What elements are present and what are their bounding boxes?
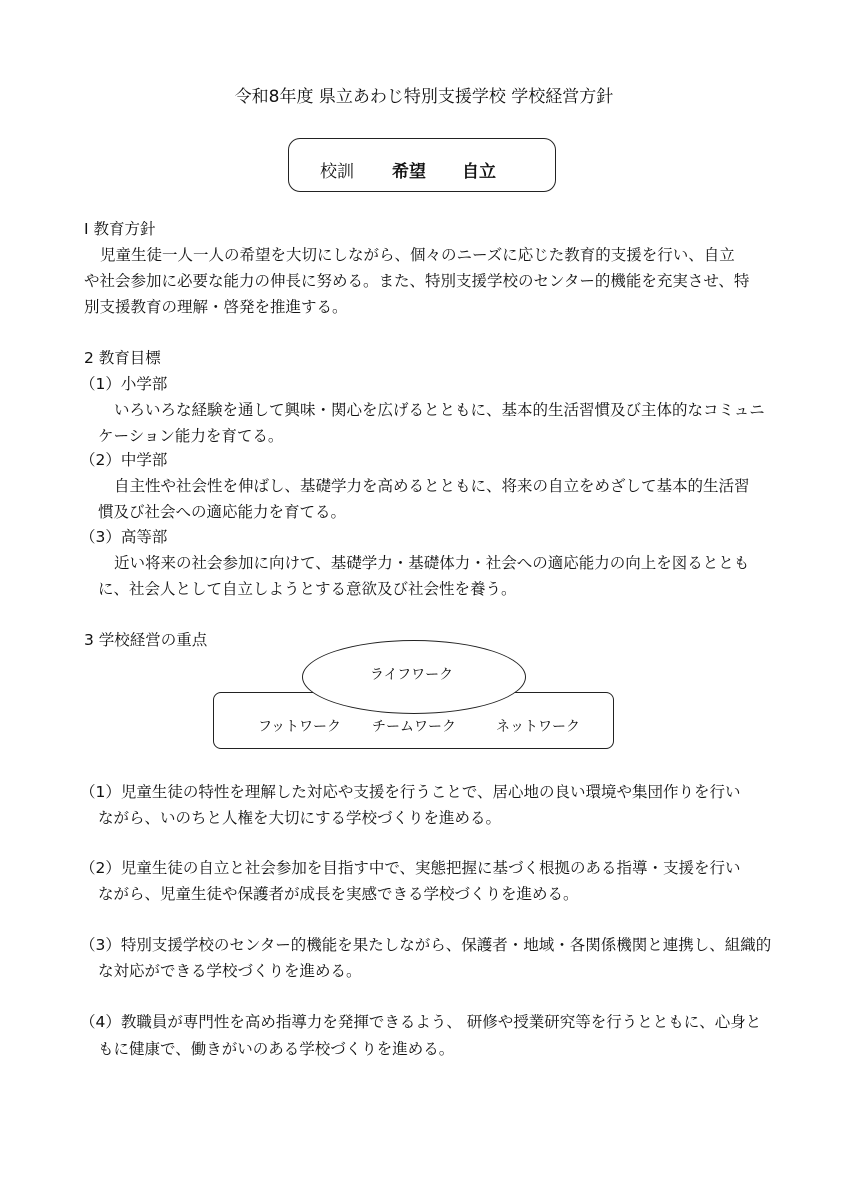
section1-line: や社会参加に必要な能力の伸長に努める。また、特別支援学校のセンター的機能を充実させ、特 [84,272,750,290]
section1-line: 児童生徒一人一人の希望を大切にしながら、個々のニーズに応じた教育的支援を行い、自立 [100,246,735,264]
focus-point-line: ながら、児童生徒や保護者が成長を実感できる学校づくりを進める。 [98,885,579,903]
goal-line: 自主性や社会性を伸ばし、基礎学力を高めるとともに、将来の自立をめざして基本的生活習 [114,477,750,495]
goal-label-elementary: （1）小学部 [80,375,168,393]
focus-point-line: （1）児童生徒の特性を理解した対応や支援を行うことで、居心地の良い環境や集団作りを行い [80,783,741,801]
diagram-label-network: ネットワーク [496,719,580,735]
motto-label: 校訓 [320,162,354,182]
section2-heading: 2 教育目標 [84,349,161,367]
section3-heading: 3 学校経営の重点 [84,631,208,649]
goal-line: 近い将来の社会参加に向けて、基礎学力・基礎体力・社会への適応能力の向上を図るととも [114,554,750,572]
goal-line: 慣及び社会への適応能力を育てる。 [98,503,347,521]
goal-line: ケーション能力を育てる。 [98,427,284,445]
focus-point-line: な対応ができる学校づくりを進める。 [98,962,362,980]
goal-label-high: （3）高等部 [80,528,168,546]
motto-word-hope: 希望 [392,162,426,182]
motto-word-independence: 自立 [462,162,496,182]
diagram-label-lifework: ライフワーク [370,667,454,683]
section1-line: 別支援教育の理解・啓発を推進する。 [84,298,348,316]
goal-label-junior-high: （2）中学部 [80,451,168,469]
focus-point-line: （2）児童生徒の自立と社会参加を目指す中で、実態把握に基づく根拠のある指導・支援を行い [80,859,741,877]
goal-line: いろいろな経験を通して興味・関心を広げるとともに、基本的生活習慣及び主体的なコミュニ [114,401,765,419]
diagram-label-footwork: フットワーク [258,719,342,735]
focus-point-line: もに健康で、働きがいのある学校づくりを進める。 [98,1040,455,1058]
page-title: 令和8年度 県立あわじ特別支援学校 学校経営方針 [234,87,614,107]
section1-heading: Ⅰ 教育方針 [84,220,156,238]
diagram-label-teamwork: チームワーク [372,719,456,735]
focus-point-line: （4）教職員が専門性を高め指導力を発揮できるよう、 研修や授業研究等を行うとともに、心身と [80,1013,762,1031]
focus-point-line: ながら、いのちと人権を大切にする学校づくりを進める。 [98,809,502,827]
goal-line: に、社会人として自立しようとする意欲及び社会性を養う。 [98,580,517,598]
focus-point-line: （3）特別支援学校のセンター的機能を果たしながら、保護者・地域・各関係機関と連携し、組織的 [80,936,772,954]
